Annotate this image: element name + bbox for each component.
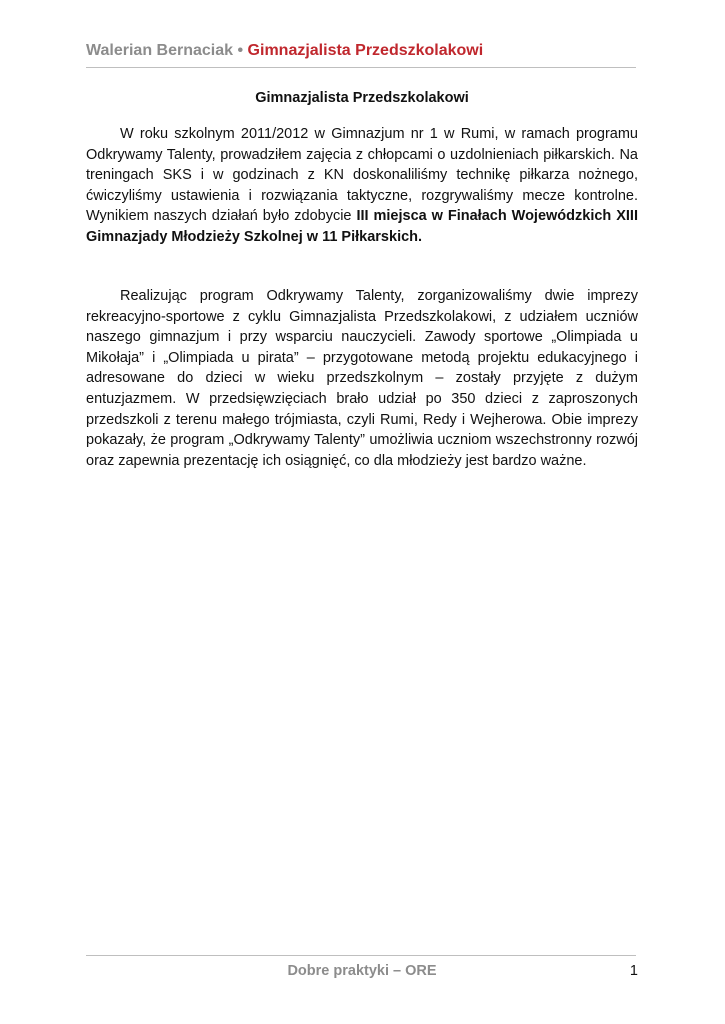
header-bullet: • — [237, 42, 244, 59]
document-title: Gimnazjalista Przedszkolakowi — [255, 90, 469, 106]
header-divider — [86, 67, 636, 68]
paragraph-2-text: Realizując program Odkrywamy Talenty, zorganizowaliśmy dwie imprezy rekreacyjno-sportowe z cyklu Gimnazjalista Przedszkolakowi, z udziałem uczniów naszego gimnazjum i przy wsparciu nauczycieli. Zawody sportowe „Olimpiada u Mikołaja” i „Olimpiada u pirata” – przygotowane metodą projektu edukacyjnego i adresowane do dzieci w wieku przedszkolnym – zostały przyjęte z dużym entuzjazmem. W przedsięwzięciach brało udział po 350 dzieci z zaproszonych przedszkoli z terenu małego trójmiasta, czyli Rumi, Redy i Wejherowa. Obie imprezy pokazały, że program „Odkrywamy Talenty” umożliwia uczniom wszechstronny rozwój oraz zapewnia prezentację ich osiągnięć, co dla młodzieży jest bardzo ważne. — [86, 288, 638, 469]
footer-text: Dobre praktyki – ORE — [287, 963, 437, 979]
paragraph-1-text: W roku szkolnym 2011/2012 w Gimnazjum nr 1 w Rumi, w ramach programu Odkrywamy Talenty, prowadziłem zajęcia z chłopcami o uzdolnieniach piłkarskich. Na treningach SKS i w godzinach z KN doskonaliliśmy technikę piłkarza nożnego, ćwiczyliśmy ustawienia i rozwiązania taktyczne, rozgrywaliśmy mecze kontrolne. Wynikiem naszych działań było zdobycie — [86, 126, 638, 225]
header-title: Gimnazjalista Przedszkolakowi — [247, 42, 484, 59]
running-header — [86, 42, 483, 60]
paragraph-1 — [86, 124, 638, 248]
page-number: 1 — [629, 963, 638, 979]
header-author: Walerian Bernaciak — [86, 42, 234, 59]
paragraph-1-bold-achievement: III miejsca w Finałach Wojewódzkich XIII Gimnazjady Młodzieży Szkolnej w 11 Piłkarskich. — [86, 208, 638, 245]
paragraph-2 — [86, 286, 638, 471]
footer-divider — [86, 955, 636, 956]
